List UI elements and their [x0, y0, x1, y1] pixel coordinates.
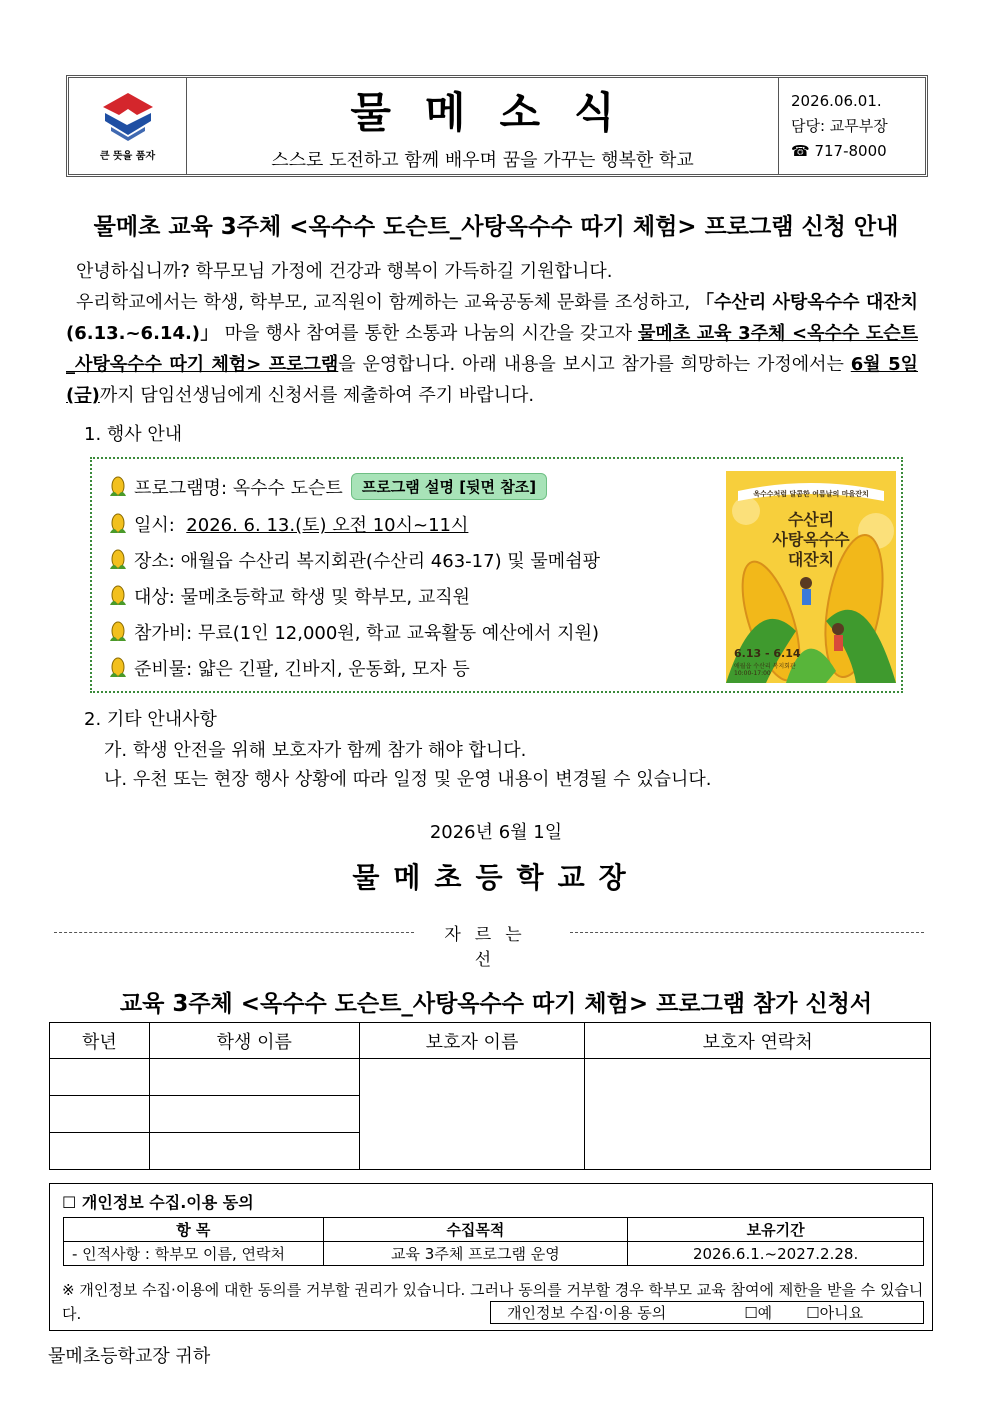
purpose-paragraph	[66, 287, 918, 411]
privacy-table	[63, 1217, 924, 1266]
newsletter-title: 물메소식	[350, 88, 649, 137]
application-table	[49, 1022, 931, 1170]
time-value: 2026. 6. 13.(토) 오전 10시~11시	[186, 515, 469, 536]
logo-caption: 큰 뜻을 품자	[99, 150, 156, 162]
etc-item-b: 나. 우천 또는 현장 행사 상황에 따라 일정 및 운영 내용이 변경될 수 있습니다.	[104, 769, 712, 790]
event-prep-row	[108, 655, 470, 681]
school-logo-icon	[97, 91, 159, 143]
cut-label: 자르는선	[444, 925, 536, 970]
issue-phone-row	[791, 139, 925, 164]
guardian-contact-cell[interactable]	[585, 1059, 931, 1170]
phone-icon: ☎	[791, 141, 810, 160]
deadline-emphasis: 6월 5일(금)	[66, 354, 918, 406]
item-header: 항 목	[64, 1218, 324, 1242]
event-place-row	[108, 547, 600, 573]
grade-cell[interactable]	[50, 1133, 150, 1170]
document-title: 물메초 교육 3주체 <옥수수 도슨트_사탕옥수수 따기 체험> 프로그램 신청 안내	[93, 214, 899, 240]
consent-yes-checkbox[interactable]: ☐예	[744, 1304, 773, 1322]
festival-poster	[726, 471, 896, 683]
section-event-heading: 1. 행사 안내	[84, 424, 183, 445]
signing-date: 2026년 6월 1일	[429, 822, 563, 843]
student-name-cell[interactable]	[149, 1133, 359, 1170]
poster-hours: 10:00-17:00	[734, 670, 771, 677]
poster-banner: 옥수수처럼 달콤한 여름날의 마을잔치	[753, 490, 869, 498]
guardian-name-cell[interactable]	[359, 1059, 585, 1170]
issue-phone: 717-8000	[814, 141, 887, 160]
issue-person: 담당: 교무부장	[791, 116, 888, 135]
issue-info	[779, 78, 925, 174]
title-cell	[187, 78, 779, 174]
purpose-text-e: 을 운영합니다. 아래 내용을 보시고 참가를 희망하는 가정에서는	[338, 354, 851, 375]
purpose-text-g: 까지 담임선생님에게 신청서를 제출하여 주기 바랍니다.	[99, 385, 535, 406]
school-logo-cell	[69, 78, 187, 174]
event-time-row	[108, 511, 468, 537]
program-value: 옥수수 도슨트	[232, 477, 343, 499]
place-value: 애월읍 수산리 복지회관(수산리 463-17) 및 물메쉼팡	[180, 551, 600, 572]
grade-cell[interactable]	[50, 1059, 150, 1096]
consent-label: 개인정보 수집·이용 동의	[507, 1304, 667, 1322]
application-header-row	[50, 1023, 931, 1059]
retention-cell: 2026.6.1.~2027.2.28.	[628, 1242, 924, 1266]
consent-no-checkbox[interactable]: ☐아니요	[806, 1304, 864, 1322]
poster-dates: 6.13 - 6.14	[734, 647, 801, 660]
corn-icon	[108, 657, 128, 679]
see-back-badge: 프로그램 설명 [뒷면 참조]	[351, 473, 547, 500]
guardian-contact-header: 보호자 연락처	[585, 1023, 931, 1059]
purpose-cell: 교육 3주체 프로그램 운영	[323, 1242, 628, 1266]
greeting-paragraph: 안녕하십니까? 학무모님 가정에 건강과 행복이 가득하길 기원합니다.	[76, 261, 613, 282]
fee-value: 무료(1인 12,000원, 학교 교육활동 예산에서 지원)	[197, 623, 599, 644]
student-name-cell[interactable]	[149, 1059, 359, 1096]
privacy-note: ※ 개인정보 수집·이용에 대한 동의를 거부할 권리가 있습니다. 그러나 동의를 거부할 경우 학부모 교육 참여에 제한을 받을 수 있습니다.	[62, 1281, 924, 1323]
purpose-text-c: 마을 행사 참여를 통한 소통과 나눔의 시간을 갖고자	[218, 323, 639, 344]
grade-header: 학년	[50, 1023, 150, 1059]
poster-title-line2: 사탕옥수수	[772, 530, 850, 549]
target-value: 물메초등학교 학생 및 학부모, 교직원	[180, 587, 471, 608]
prep-label: 준비물:	[134, 659, 193, 680]
event-target-row	[108, 583, 470, 609]
etc-item-a: 가. 학생 안전을 위해 보호자가 함께 참가 해야 합니다.	[104, 740, 527, 761]
guardian-name-header: 보호자 이름	[359, 1023, 585, 1059]
purpose-text-a: 우리학교에서는 학생, 학부모, 교직원이 함께하는 교육공동체 문화를 조성하고,	[76, 292, 696, 313]
cut-dash-right	[570, 932, 924, 933]
school-motto: 스스로 도전하고 함께 배우며 꿈을 가꾸는 행복한 학교	[271, 150, 694, 171]
student-name-cell[interactable]	[149, 1096, 359, 1133]
event-info-box	[90, 457, 903, 693]
program-label: 프로그램명:	[134, 477, 228, 499]
target-label: 대상:	[134, 587, 175, 608]
corn-icon	[108, 549, 128, 571]
corn-icon	[108, 621, 128, 643]
grade-cell[interactable]	[50, 1096, 150, 1133]
corn-icon	[108, 476, 128, 498]
event-fee-row	[108, 619, 599, 645]
item-cell: - 인적사항 : 학부모 이름, 연락처	[64, 1242, 324, 1266]
privacy-header-row	[64, 1218, 924, 1242]
privacy-consent-section	[49, 1183, 933, 1331]
cut-line	[54, 920, 924, 970]
corn-icon	[108, 513, 128, 535]
student-name-header: 학생 이름	[149, 1023, 359, 1059]
privacy-heading: ☐ 개인정보 수집.이용 동의	[62, 1193, 254, 1212]
retention-header: 보유기간	[628, 1218, 924, 1242]
newsletter-header	[66, 75, 928, 177]
time-label: 일시:	[134, 515, 175, 536]
prep-value: 얇은 긴팔, 긴바지, 운동화, 모자 등	[197, 659, 470, 680]
poster-place: 애월읍 수산리 복지회관	[734, 663, 796, 670]
place-label: 장소:	[134, 551, 175, 572]
cut-dash-left	[54, 932, 414, 933]
purpose-header: 수집목적	[323, 1218, 628, 1242]
section-etc-heading: 2. 기타 안내사항	[84, 709, 217, 730]
table-row	[50, 1059, 931, 1096]
fee-label: 참가비:	[134, 623, 193, 644]
principal-signature: 물메초등학교장	[352, 861, 640, 894]
intro-text	[66, 256, 918, 411]
festival-name: 「수산리 사탕옥수수 대잔치(6.13.~6.14.)」	[66, 292, 918, 344]
poster-title-line3: 대잔치	[787, 550, 835, 569]
corn-icon	[108, 585, 128, 607]
table-row	[64, 1242, 924, 1266]
issue-date: 2026.06.01.	[791, 91, 882, 110]
application-form-title: 교육 3주체 <옥수수 도슨트_사탕옥수수 따기 체험> 프로그램 참가 신청서	[119, 991, 873, 1017]
event-program-row	[108, 473, 547, 500]
consent-box	[490, 1301, 924, 1324]
program-name-emphasis: 물메초 교육 3주체 <옥수수 도슨트_사탕옥수수 따기 체험> 프로그램	[66, 323, 918, 375]
poster-title-line1: 수산리	[787, 510, 835, 529]
addressee: 물메초등학교장 귀하	[48, 1346, 211, 1367]
